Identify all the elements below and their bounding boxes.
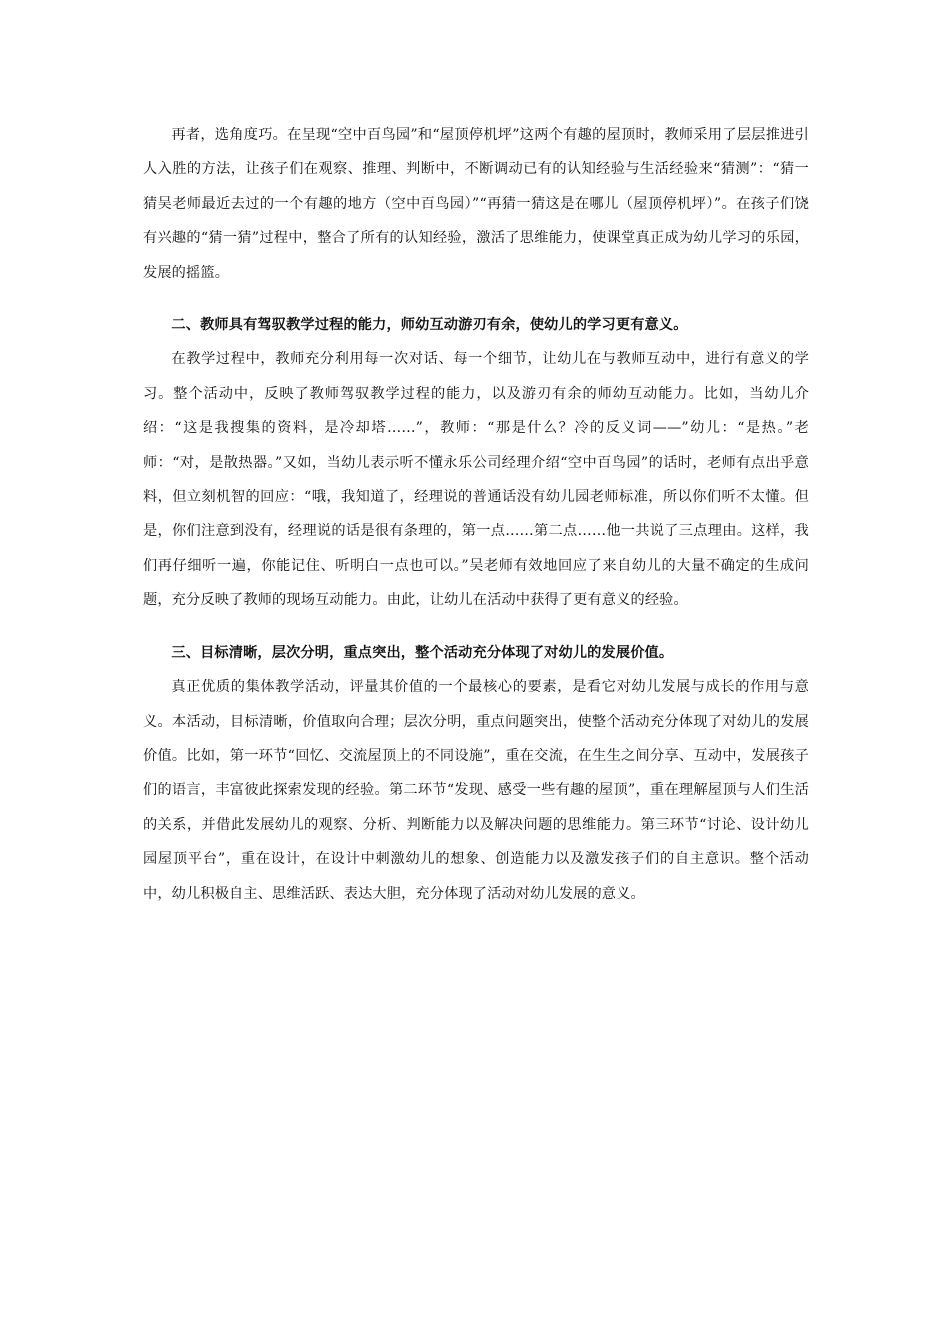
paragraph-development-value: 真正优质的集体教学活动，评量其价值的一个最核心的要素，是看它对幼儿发展与成长的作用与意义。本活动，目标清晰，价值取向合理；层次分明，重点问题突出，使整个活动充分体现了对幼儿的发展价值。比如，第一环节“回忆、交流屋顶上的不同设施”，重在交流，在生生之间分享、互动中，发展孩子们的语言，丰富彼此探索发现的经验。第二环节“发现、感受一些有趣的屋顶”，重在理解屋顶与人们生活的关系，并借此发展幼儿的观察、分析、判断能力以及解决问题的思维能力。第三环节“讨论、设计幼儿园屋顶平台”，重在设计，在设计中刺激幼儿的想象、创造能力以及激发孩子们的自主意识。整个活动中，幼儿积极自主、思维活跃、表达大胆，充分体现了活动对幼儿发展的意义。 [143,679,809,902]
paragraph-spacer [143,290,809,308]
paragraph-teacher-interaction: 在教学过程中，教师充分利用每一次对话、每一个细节，让幼儿在与教师互动中，进行有意义的学习。整个活动中，反映了教师驾驭教学过程的能力，以及游刃有余的师幼互动能力。比如，当幼儿介绍：“这是我搜集的资料，是冷却塔……”，教师：“那是什么？冷的反义词——”幼儿：“是热。”老师：“对，是散热器。”又如，当幼儿表示听不懂永乐公司经理介绍“空中百鸟园”的话时，老师有点出乎意料，但立刻机智的回应：“哦，我知道了，经理说的普通话没有幼儿园老师标准，所以你们听不太懂。但是，你们注意到没有，经理说的话是很有条理的，第一点……第二点……他一共说了三点理由。这样，我们再仔细听一遍，你能记住、听明白一点也可以。”吴老师有效地回应了来自幼儿的大量不确定的生成问题，充分反映了教师的现场互动能力。由此，让幼儿在活动中获得了更有意义的经验。 [143,351,809,609]
section-heading-2: 二、教师具有驾驭教学过程的能力，师幼互动游刃有余，使幼儿的学习更有意义。 [171,317,688,334]
paragraph-spacer [143,618,809,636]
section-heading-3: 三、目标清晰，层次分明，重点突出，整个活动充分体现了对幼儿的发展价值。 [171,644,674,661]
document-body [143,118,809,911]
paragraph-angle-selection: 再者，选角度巧。在呈现“空中百鸟园”和“屋顶停机坪”这两个有趣的屋顶时，教师采用了层层推进引人入胜的方法，让孩子们在观察、推理、判断中，不断调动已有的认知经验与生活经验来“猜测”：“猜一猜吴老师最近去过的一个有趣的地方（空中百鸟园）”“再猜一猜这是在哪儿（屋顶停机坪）”。在孩子们饶有兴趣的“猜一猜”过程中，整合了所有的认知经验，激活了思维能力，使课堂真正成为幼儿学习的乐园，发展的摇篮。 [143,127,809,281]
